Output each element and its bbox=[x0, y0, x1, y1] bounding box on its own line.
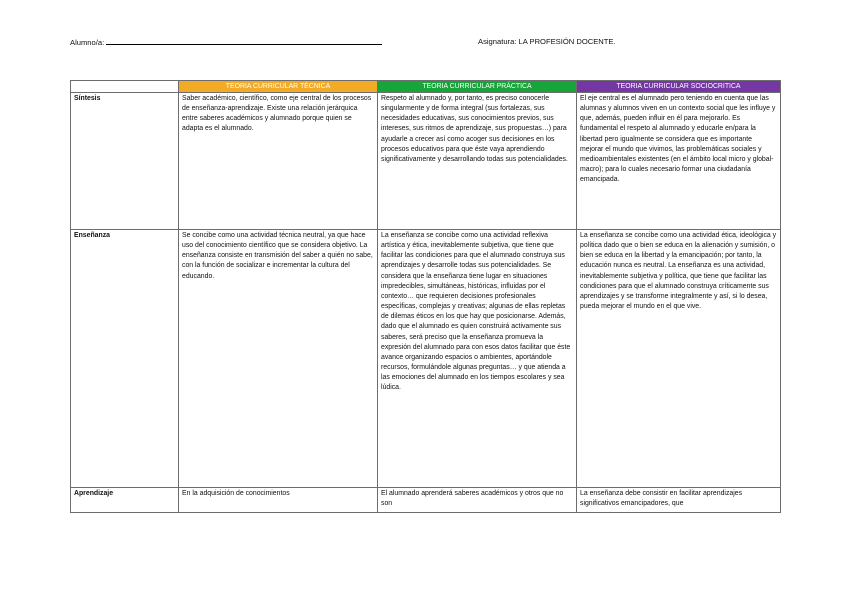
header-sociocritical-theory: TEORIA CURRICULAR SOCIOCRITICA bbox=[577, 81, 781, 93]
row-label-ensenanza: Enseñanza bbox=[71, 230, 179, 488]
table-row-sintesis bbox=[71, 93, 781, 230]
subject-title: Asignatura: LA PROFESIÓN DOCENTE. bbox=[478, 37, 616, 46]
student-label: Alumno/a: bbox=[70, 38, 105, 47]
header-technical-theory: TEORIA CURRICULAR TÉCNICA bbox=[179, 81, 378, 93]
cell-sintesis-practical: Respeto al alumnado y, por tanto, es preciso conocerle singularmente y de forma integral (sus fortalezas, sus necesidades educativas, sus conocimientos previos, sus intereses, sus ritmos de aprendizaje, sus propuestas…) para ayudarle a crecer así como acoger sus decisiones en los procesos educativos para que éste vaya aprendiendo significativamente y desarrollando todas sus potencialidades. bbox=[378, 93, 577, 230]
curricular-theories-table bbox=[70, 80, 781, 513]
cell-ensenanza-sociocritical: La enseñanza se concibe como una actividad ética, ideológica y política dado que o bien se educa en la alienación y sumisión, o bien se educa en la libertad y la emancipación; por tanto, la educación nunca es neutral. La enseñanza es una actividad, inevitablemente subjetiva y política, que tiene que facilitar las condiciones para que el alumnado construya críticamente sus aprendizajes y se transforme integralmente y así, si lo desea, pueda mejorar el mundo en el que vive. bbox=[577, 230, 781, 488]
cell-ensenanza-technical: Se concibe como una actividad técnica neutral, ya que hace uso del conocimiento científico que se considera objetivo. La enseñanza consiste en transmisión del saber a quién no sabe, con la función de socializar e incrementar la cultura del educando. bbox=[179, 230, 378, 488]
student-name-field[interactable] bbox=[70, 37, 382, 47]
student-name-blank[interactable] bbox=[106, 37, 382, 45]
table-header-row bbox=[71, 81, 781, 93]
corner-header bbox=[71, 81, 179, 93]
header-practical-theory: TEORIA CURRICULAR PRÁCTICA bbox=[378, 81, 577, 93]
cell-aprendizaje-technical: En la adquisición de conocimientos bbox=[179, 488, 378, 513]
cell-aprendizaje-sociocritical: La enseñanza debe consistir en facilitar aprendizajes significativos emancipadores, que bbox=[577, 488, 781, 513]
cell-sintesis-technical: Saber académico, científico, como eje central de los procesos de enseñanza-aprendizaje. Existe una relación jerárquica entre saberes académicos y alumnado porque quien se adapta es el alumnado. bbox=[179, 93, 378, 230]
table-row-ensenanza bbox=[71, 230, 781, 488]
row-label-sintesis: Síntesis bbox=[71, 93, 179, 230]
cell-aprendizaje-practical: El alumnado aprenderá saberes académicos y otros que no son bbox=[378, 488, 577, 513]
row-label-aprendizaje: Aprendizaje bbox=[71, 488, 179, 513]
cell-ensenanza-practical: La enseñanza se concibe como una actividad reflexiva artística y ética, inevitablemente subjetiva, que tiene que facilitar las condiciones para que el alumnado construya sus aprendizajes y desarrolle todas sus potencialidades. Se considera que la enseñanza tiene lugar en situaciones impredecibles, simultáneas, históricas, influidas por el contexto… que requieren decisiones profesionales específicas, complejas y creativas; algunas de ellas repletas de dilemas éticos en los que hay que posicionarse. Además, dado que el alumnado es quien construirá activamente sus saberes, será preciso que la enseñanza promueva la expresión del alumnado para con esos datos facilitar que éste avance organizando espacios o ambientes, aportándole recursos, formulándole algunas preguntas… y que atienda a las emociones del alumnado en los tiempos escolares y sea lúdica. bbox=[378, 230, 577, 488]
cell-sintesis-sociocritical: El eje central es el alumnado pero teniendo en cuenta que las alumnas y alumnos viven en un contexto social que les influye y que, además, pueden influir en él para mejorarlo. Es fundamental el respeto al alumnado y educarle en/para la libertad pero igualmente se considera que es importante mejorar el mundo que vivimos, las problemáticas sociales y medioambientales existentes (en el ámbito local micro y global-macro); para lo cuales necesario formar una ciudadanía emancipada. bbox=[577, 93, 781, 230]
table-row-aprendizaje bbox=[71, 488, 781, 513]
